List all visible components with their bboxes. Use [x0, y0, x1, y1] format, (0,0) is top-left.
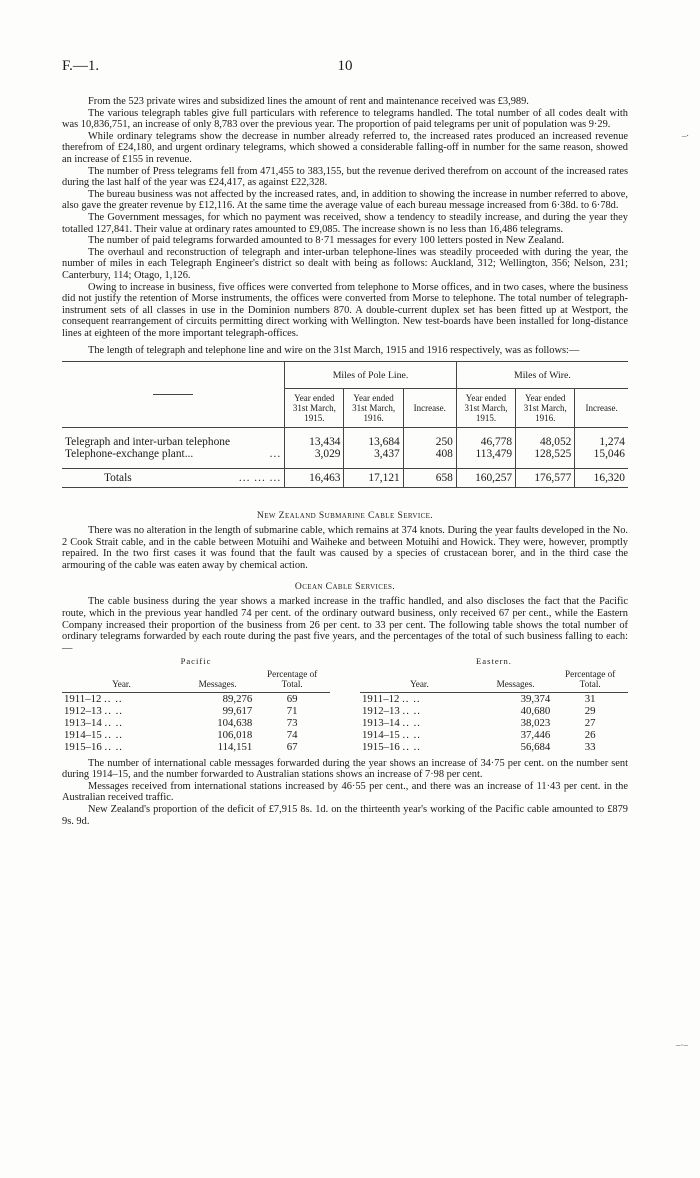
paragraph: The bureau business was not affected by the increased rates, and, in addition to showing the increase in number referred to above, also gave the greater revenue by £12,116. At the same time the average value of each bureau message increased from 6·38d. to 6·78d.	[62, 188, 628, 212]
percentage-cell: 27	[584, 717, 596, 729]
ocean-paragraph: The cable business during the year shows a marked increase in the traffic handled, and also discloses the fact that the Pacific route, which in the previous year handled 74 per cent. of the ordinary outward business, only received 67 per cent., while the Eastern Company increased their proportion of the business from 26 per cent. to 33 per cent. The following table shows the total number of ordinary telegrams forwarded by each route during the past five years, and the percentages of the total of such business falling to each:—	[62, 596, 628, 654]
table-row: 1915–16 .. .. 56,684 33	[360, 741, 628, 753]
ocean-section-heading: Ocean Cable Services.	[294, 581, 396, 593]
year-cell: 1914–15	[64, 729, 102, 742]
messages-cell: 104,638	[217, 717, 253, 729]
percentage-cell: 31	[584, 692, 596, 705]
submarine-section-heading: New Zealand Submarine Cable Service.	[256, 510, 434, 522]
table-row: 1911–12 .. .. 89,276 69	[62, 692, 330, 705]
cell-pole-1916: 3,437	[344, 448, 403, 460]
col-wire-1915: Year ended 31st March, 1915.	[456, 389, 515, 428]
pole-line-group-header: Miles of Pole Line.	[285, 362, 457, 389]
messages-cell: 99,617	[222, 704, 253, 717]
year-cell: 1913–14	[362, 717, 400, 729]
page-number: 10	[337, 58, 353, 74]
cable-route-table	[62, 656, 628, 753]
total-wire-1915: 160,257	[456, 469, 515, 488]
paragraph: Messages received from international stations increased by 46·55 per cent., and there was an increase of 11·43 per cent. in the Australian received traffic.	[62, 780, 628, 804]
year-cell: 1915–16	[362, 741, 400, 754]
total-pole-increase: 658	[403, 469, 456, 488]
percentage-cell: 73	[286, 717, 298, 729]
paragraph: The overhaul and reconstruction of telegraph and inter-urban telephone-lines was steadily proceeded with during the year, the number of miles in each Telegraph Engineer's district so dealt with being as follows: Auckland, 312; Wellington, 356; Nelson, 231; Canterbury, 114; Otago, 1,126.	[62, 246, 628, 281]
pacific-route	[62, 656, 330, 753]
paragraph: While ordinary telegrams show the decrease in number already referred to, the increased rates produced an increased revenue therefrom of £24,180, and urgent ordinary telegrams, which showed a considerable falling-off in number for the same reason, showed an increase of £155 in revenue.	[62, 130, 628, 165]
document-page	[62, 58, 628, 827]
row-label: Telephone-exchange plant...	[65, 448, 194, 461]
year-cell: 1915–16	[64, 741, 102, 754]
table-row	[62, 436, 628, 448]
cell-wire-increase: 15,046	[575, 448, 628, 460]
year-cell: 1912–13	[64, 704, 102, 717]
eastern-table	[360, 668, 628, 753]
messages-cell: 39,374	[520, 692, 551, 705]
paragraph: The number of paid telegrams forwarded amounted to 8·71 messages for every 100 letters posted in New Zealand.	[88, 235, 565, 247]
body-text-top	[62, 96, 628, 357]
table-row: 1912–13 .. .. 40,680 29	[360, 705, 628, 717]
percentage-cell: 33	[584, 741, 596, 754]
total-wire-1916: 176,577	[516, 469, 575, 488]
table-row: 1912–13 .. .. 99,617 71	[62, 705, 330, 717]
col-percentage: Percentage of Total.	[552, 668, 628, 692]
col-pole-1916: Year ended 31st March, 1916.	[344, 389, 403, 428]
col-year: Year.	[360, 668, 479, 692]
total-wire-increase: 16,320	[575, 469, 628, 488]
cell-pole-1916: 13,684	[344, 436, 403, 448]
paragraph: From the 523 private wires and subsidized lines the amount of rent and maintenance received was £3,989.	[88, 96, 529, 107]
col-messages: Messages.	[181, 668, 254, 692]
eastern-route	[360, 656, 628, 753]
messages-cell: 106,018	[217, 729, 253, 742]
pacific-table	[62, 668, 330, 753]
cell-wire-1915: 46,778	[456, 436, 515, 448]
header-dash	[153, 394, 193, 395]
paragraph: The number of international cable messages forwarded during the year shows an increase of 34·75 per cent. on the number sent during 1914–15, and the number forwarded to Australian stations shows an increase of 7·98 per cent.	[62, 757, 628, 781]
year-cell: 1911–12	[362, 692, 400, 705]
table-row: 1914–15 .. .. 37,446 26	[360, 729, 628, 741]
col-pole-increase: Increase.	[403, 389, 456, 428]
section-reference: F.—1.	[62, 58, 100, 74]
col-messages: Messages.	[479, 668, 552, 692]
total-pole-1915: 16,463	[285, 469, 344, 488]
messages-cell: 56,684	[520, 741, 551, 754]
body-text-bottom	[62, 758, 628, 828]
table-row: Telephone-exchange plant... ... 3,029 3,437 408 113,479 128,525 15,046	[62, 448, 628, 460]
paragraph: The length of telegraph and telephone line and wire on the 31st March, 1915 and 1916 respectively, was as follows:—	[88, 345, 580, 357]
col-wire-1916: Year ended 31st March, 1916.	[516, 389, 575, 428]
eastern-route-title: Eastern.	[476, 656, 512, 667]
margin-mark-upper: _.	[682, 128, 689, 138]
margin-mark-lower: –·–	[676, 1040, 688, 1050]
table-row: 1913–14 .. .. 38,023 27	[360, 717, 628, 729]
cell-pole-1915: 13,434	[285, 436, 344, 448]
cell-wire-1916: 128,525	[516, 448, 575, 460]
table-row: 1914–15 .. .. 106,018 74	[62, 729, 330, 741]
table-row: 1913–14 .. .. 104,638 73	[62, 717, 330, 729]
col-wire-increase: Increase.	[575, 389, 628, 428]
year-cell: 1912–13	[362, 704, 400, 717]
col-pole-1915: Year ended 31st March, 1915.	[285, 389, 344, 428]
cell-wire-1916: 48,052	[516, 436, 575, 448]
messages-cell: 114,151	[217, 741, 253, 754]
row-label: Telegraph and inter-urban telephone	[65, 436, 231, 449]
messages-cell: 40,680	[520, 704, 551, 717]
paragraph: The number of Press telegrams fell from 471,455 to 383,155, but the revenue derived therefrom on account of the increased rates during the last half of the year was £24,417, as against £22,328.	[62, 165, 628, 189]
percentage-cell: 74	[286, 729, 298, 742]
totals-label: Totals	[104, 472, 132, 485]
paragraph: The Government messages, for which no payment was received, show a tendency to steadily increase, and during the year they totalled 127,841. Their value at ordinary rates amounted to £9,085. The increase shown is no less than 16,486 telegrams.	[62, 211, 628, 235]
totals-row: Totals ... ... ... 16,463 17,121 658 160,257 176,577 16,320	[62, 469, 628, 488]
percentage-cell: 67	[286, 741, 298, 754]
cell-pole-increase: 408	[403, 448, 456, 460]
cell-pole-increase: 250	[403, 436, 456, 448]
table-row: 1915–16 .. .. 114,151 67	[62, 741, 330, 753]
pacific-route-title: Pacific	[180, 656, 212, 667]
submarine-paragraph: There was no alteration in the length of submarine cable, which remains at 374 knots. During the year faults developed in the No. 2 Cook Strait cable, and in the cable between Motuihi and Waiheke and between Motuihi and Howick. They were, however, promptly repaired. In the two first cases it was found that the fault was caused by a species of crustacean borer, and in the third case the armouring of the cable was eaten away by chemical action.	[62, 525, 628, 571]
messages-cell: 89,276	[222, 692, 253, 705]
percentage-cell: 29	[584, 704, 596, 717]
paragraph: The various telegraph tables give full particulars with reference to telegrams handled. The total number of all codes dealt with was 10,836,751, an increase of only 8,783 over the previous year. The proportion of paid telegrams per unit of population was 9·29.	[62, 107, 628, 131]
year-cell: 1911–12	[64, 692, 102, 705]
percentage-cell: 69	[286, 692, 298, 705]
messages-cell: 38,023	[520, 717, 551, 729]
table-row: 1911–12 .. .. 39,374 31	[360, 692, 628, 705]
percentage-cell: 26	[584, 729, 596, 742]
total-pole-1916: 17,121	[344, 469, 403, 488]
year-cell: 1914–15	[362, 729, 400, 742]
paragraph: New Zealand's proportion of the deficit of £7,915 8s. 1d. on the thirteenth year's working of the Pacific cable amounted to £879 9s. 9d.	[62, 803, 628, 827]
cell-wire-1915: 113,479	[456, 448, 515, 460]
year-cell: 1913–14	[64, 717, 102, 729]
paragraph: Owing to increase in business, five offices were converted from telephone to Morse offices, and in two cases, where the business did not justify the retention of Morse instruments, the offices were converted from Morse to telephone. The total number of telegraph-instrument sets of all classes in use in the Dominion numbers 870. A double-current duplex set has been fitted up at Westport, the consequent rearrangement of circuits permitting direct working with Wellington. New test-boards have been installed for long-distance lines at eighteen of the more important telegraph-offices.	[62, 281, 628, 339]
wire-group-header: Miles of Wire.	[456, 362, 628, 389]
col-percentage: Percentage of Total.	[254, 668, 330, 692]
messages-cell: 37,446	[520, 729, 551, 742]
page-header	[62, 58, 628, 80]
col-year: Year.	[62, 668, 181, 692]
cell-pole-1915: 3,029	[285, 448, 344, 460]
cell-wire-increase: 1,274	[575, 436, 628, 448]
percentage-cell: 71	[286, 704, 298, 717]
line-wire-table	[62, 361, 628, 488]
